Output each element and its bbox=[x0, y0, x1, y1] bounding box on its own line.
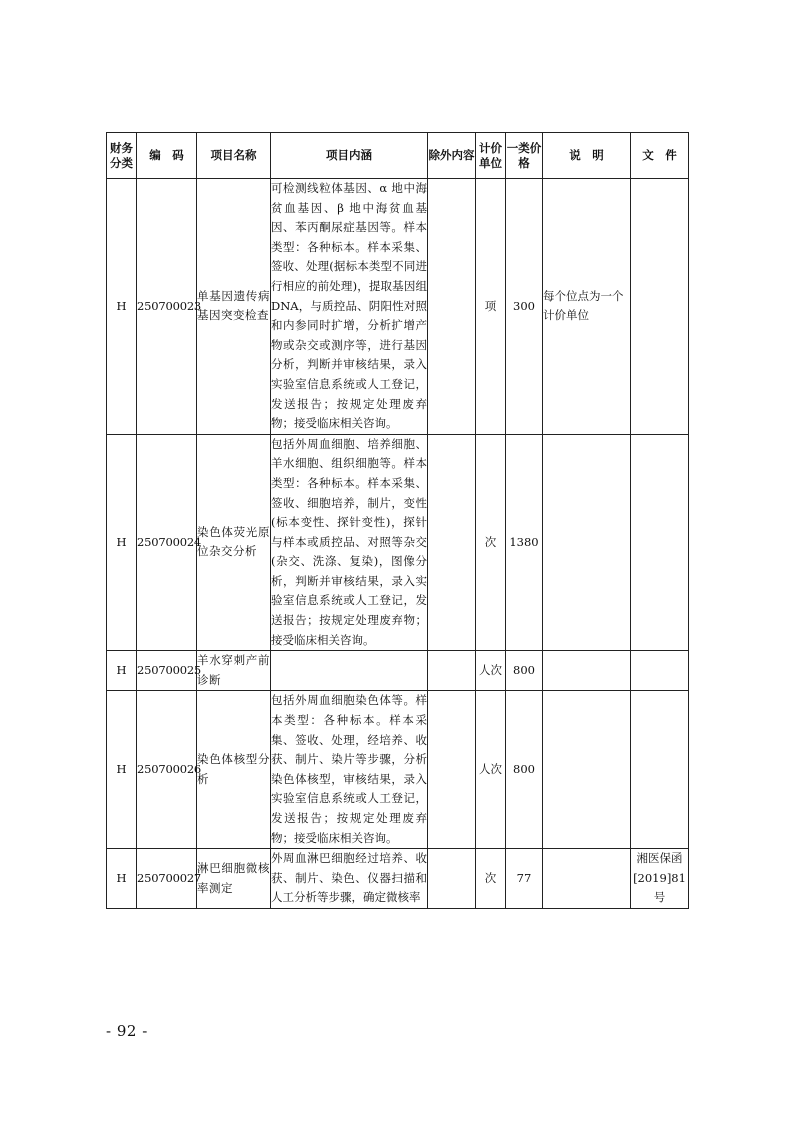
row-content: 包括外周血细胞、培养细胞、羊水细胞、组织细胞等。样本类型：各种标本。样本采集、签收、细胞培养，制片，变性(标本变性、探针变性)，探针与样本或质控品、对照等杂交(杂交、洗涤、复染)，图像分析，判断并审核结果，录入实验室信息系统或人工登记，发送报告；按规定处理废弃物；接受临床相关咨询。 bbox=[271, 434, 428, 651]
row-excluded bbox=[428, 179, 476, 435]
row-price: 800 bbox=[506, 691, 543, 849]
header-excluded: 除外内容 bbox=[428, 133, 476, 179]
header-name: 项目名称 bbox=[197, 133, 271, 179]
row-category: H bbox=[107, 849, 137, 909]
row-excluded bbox=[428, 651, 476, 691]
row-document: 湘医保函[2019]81号 bbox=[631, 849, 689, 909]
table-row bbox=[107, 691, 689, 849]
header-content: 项目内涵 bbox=[271, 133, 428, 179]
row-price: 300 bbox=[506, 179, 543, 435]
header-note: 说 明 bbox=[543, 133, 631, 179]
row-document bbox=[631, 691, 689, 849]
row-content bbox=[271, 651, 428, 691]
header-document: 文 件 bbox=[631, 133, 689, 179]
row-unit: 项 bbox=[476, 179, 506, 435]
header-code: 编 码 bbox=[137, 133, 197, 179]
row-note bbox=[543, 434, 631, 651]
row-document bbox=[631, 651, 689, 691]
row-note bbox=[543, 651, 631, 691]
row-code: 250700024 bbox=[137, 434, 197, 651]
row-code: 250700023 bbox=[137, 179, 197, 435]
row-excluded bbox=[428, 849, 476, 909]
row-document bbox=[631, 179, 689, 435]
row-content: 包括外周血细胞染色体等。样本类型：各种标本。样本采集、签收、处理，经培养、收获、制片、染片等步骤，分析染色体核型，审核结果，录入实验室信息系统或人工登记，发送报告；按规定处理废弃物；接受临床相关咨询。 bbox=[271, 691, 428, 849]
row-category: H bbox=[107, 691, 137, 849]
row-note bbox=[543, 849, 631, 909]
table-header-row bbox=[107, 133, 689, 179]
row-name: 羊水穿刺产前诊断 bbox=[197, 651, 271, 691]
row-note bbox=[543, 691, 631, 849]
table-row bbox=[107, 849, 689, 909]
row-name: 染色体核型分析 bbox=[197, 691, 271, 849]
page-number: - 92 - bbox=[106, 1022, 148, 1040]
table-row bbox=[107, 434, 689, 651]
row-unit: 人次 bbox=[476, 691, 506, 849]
row-unit: 次 bbox=[476, 849, 506, 909]
row-price: 77 bbox=[506, 849, 543, 909]
row-content: 外周血淋巴细胞经过培养、收获、制片、染色、仪器扫描和人工分析等步骤，确定微核率 bbox=[271, 849, 428, 909]
row-content: 可检测线粒体基因、α 地中海贫血基因、β 地中海贫血基因、苯丙酮尿症基因等。样本类型：各种标本。样本采集、签收、处理(据标本类型不同进行相应的前处理)，提取基因组 DNA，与质控品、阴阳性对照和内参同时扩增，分析扩增产物或杂交或测序等，进行基因分析，判断并审核结果，录入实验室信息系统或人工登记，发送报告；按规定处理废弃物；接受临床相关咨询。 bbox=[271, 179, 428, 435]
row-name: 淋巴细胞微核率测定 bbox=[197, 849, 271, 909]
header-category: 财务分类 bbox=[107, 133, 137, 179]
header-unit: 计价单位 bbox=[476, 133, 506, 179]
row-excluded bbox=[428, 691, 476, 849]
row-unit: 人次 bbox=[476, 651, 506, 691]
row-name: 染色体荧光原位杂交分析 bbox=[197, 434, 271, 651]
row-unit: 次 bbox=[476, 434, 506, 651]
row-document bbox=[631, 434, 689, 651]
row-category: H bbox=[107, 651, 137, 691]
row-code: 250700025 bbox=[137, 651, 197, 691]
header-price: 一类价格 bbox=[506, 133, 543, 179]
row-price: 1380 bbox=[506, 434, 543, 651]
row-price: 800 bbox=[506, 651, 543, 691]
row-excluded bbox=[428, 434, 476, 651]
row-code: 250700027 bbox=[137, 849, 197, 909]
row-category: H bbox=[107, 434, 137, 651]
row-code: 250700026 bbox=[137, 691, 197, 849]
table-row bbox=[107, 179, 689, 435]
row-note: 每个位点为一个计价单位 bbox=[543, 179, 631, 435]
fee-schedule-table bbox=[106, 132, 689, 909]
row-name: 单基因遗传病基因突变检查 bbox=[197, 179, 271, 435]
row-category: H bbox=[107, 179, 137, 435]
table-row bbox=[107, 651, 689, 691]
